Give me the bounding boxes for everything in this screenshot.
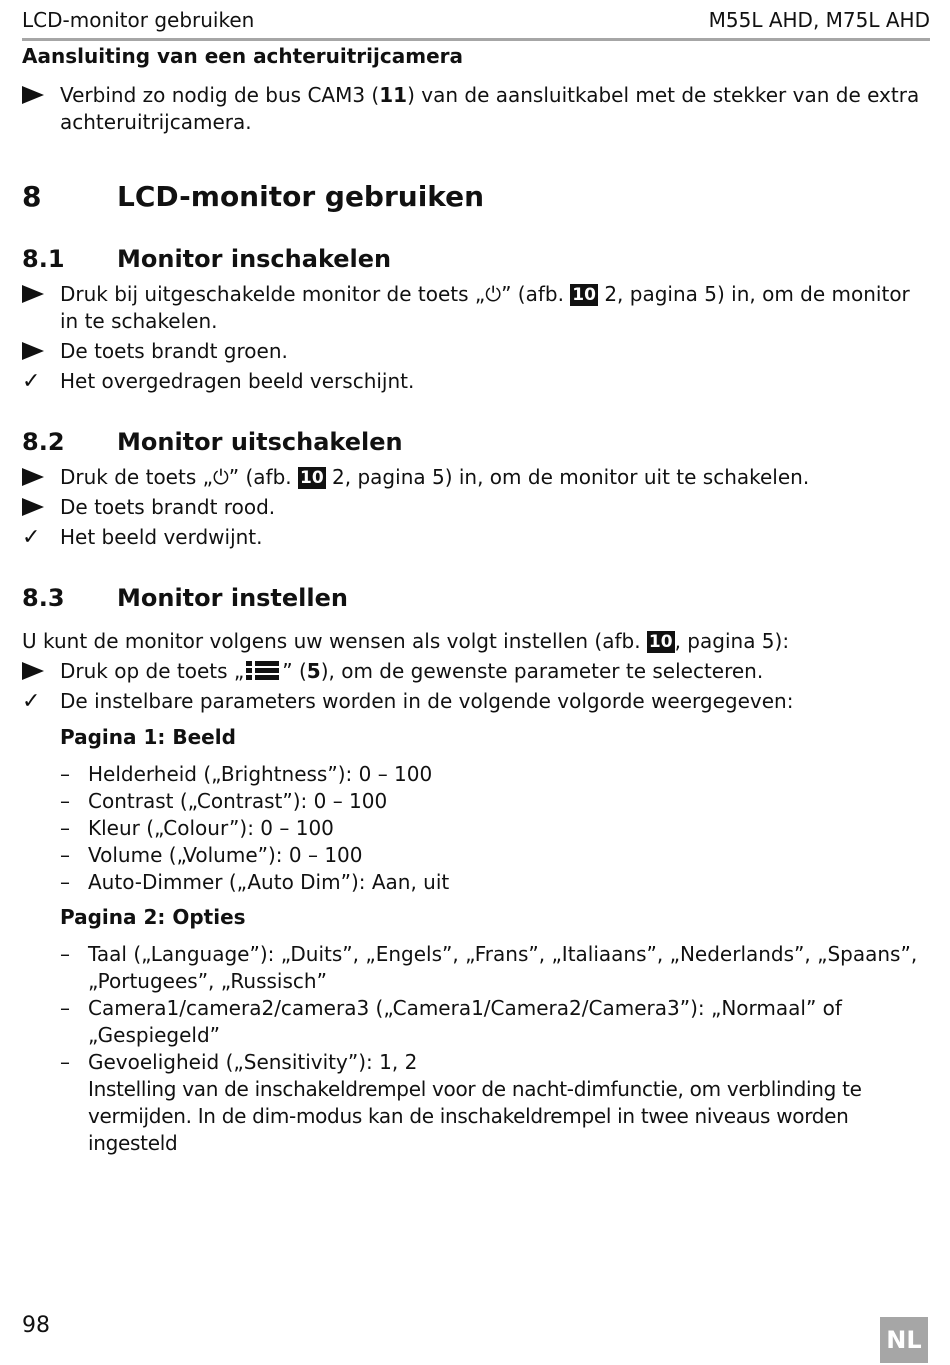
arrow-right-icon — [22, 658, 52, 687]
page-number: 98 — [22, 1313, 50, 1338]
section-number: 8.2 — [22, 428, 65, 456]
figure-reference: 10 — [648, 632, 673, 652]
settings-intro: U kunt de monitor volgens uw wensen als volgt instellen (afb. 10 , pagina 5): — [22, 629, 790, 653]
chapter-number: 8 — [22, 180, 42, 213]
header-model-names: M55L AHD, M75L AHD — [708, 8, 930, 32]
header-section-title: LCD-monitor gebruiken — [22, 8, 255, 32]
header-rule — [22, 38, 930, 41]
section-title: Monitor inschakelen — [117, 245, 392, 273]
camera-step-text: Verbind zo nodig de bus CAM3 (11) van de aansluitkabel met de stekker van de extra achteruitrijcamera. — [60, 83, 920, 134]
check-icon: ✓ — [22, 525, 41, 550]
section-title: Monitor uitschakelen — [117, 428, 403, 456]
manual-page: LCD-monitor gebruiken M55L AHD, M75L AHD Aansluiting van een achteruitrijcamera Verbind zo nodig de bus CAM3 (11) van de aansluitkabel met de stekker van de extra achteruitrijcamera. 8 LCD-monitor gebruiken 8.1 Monitor inschakelen Druk bij uitgeschakelde monitor de toets „⏻” (afb. 10 2, pagina 5) in, om de monitor in te schakelen. De toets brandt groen. ✓ Het overgedragen beeld verschijnt. 8.2 Monitor uitschakelen Druk de toets „⏻” (afb. 10 2, pagina 5) in, om de monitor uit te schakelen. De toets brandt rood. ✓ Het beeld verdwijnt. 8.3 Monitor instellen U kunt de monitor volgens uw wensen als volgt instellen (afb. 10 , pagina 5): Druk op de toets „ ” (5), om de gewenste parameter te selecteren. ✓ De instelbare parameters worden in de volgende volgorde weergegeven: Pagina 1: Beeld – Helderheid („Brightness”): 0 – 100 – Contrast („Contrast”): 0 – 100 – Kleur („Colour”): 0 – 100 – Volume („Volume”): 0 – 100 – Auto-Dimmer („Auto Dim”): Aan, uit Pagina 2: Opties – Taal („Language”): „Duits”, „Engels”, „Frans”, „Italiaans”, „Nederlands”, „Spaans”, „Portugees”, „Russisch” – Camera1/camera2/camera3 („Camera1/Camera2/Camera3”): „Normaal” of „Gespiegeld” – Gevoeligheid („Sensitivity”): 1, 2 Instelling van de inschakeldrempel voor de nacht-dimfunctie, om verblinding te vermijden. In de dim-modus kan de inschakeldrempel in twee niveaus worden ingesteld 98 NL — [22, 0, 930, 1365]
camera-subheading: Aansluiting van een achteruitrijcamera — [22, 44, 463, 68]
sensitivity-note: Instelling van de inschakeldrempel voor de nacht-dimfunctie, om verblinding te vermijden. In de dim-modus kan de inschakeldrempel in twee niveaus worden ingesteld — [88, 1077, 862, 1155]
section-title: Monitor instellen — [117, 584, 348, 612]
menu-list-icon — [244, 659, 282, 681]
figure-reference: 10 — [572, 285, 596, 305]
figure-reference: 10 — [300, 468, 324, 488]
language-tab: NL — [880, 1317, 928, 1363]
section-heading-8-1 — [22, 245, 622, 275]
chapter-title: LCD-monitor gebruiken — [117, 180, 485, 213]
section-heading-8-3 — [22, 584, 622, 614]
section-number: 8.1 — [22, 245, 65, 273]
page1-title: Pagina 1: Beeld — [60, 725, 236, 749]
section-heading-8-2 — [22, 428, 622, 458]
arrow-right-icon — [22, 82, 52, 111]
section-number: 8.3 — [22, 584, 65, 612]
arrow-right-icon — [22, 338, 52, 367]
page-header — [22, 8, 930, 34]
check-icon: ✓ — [22, 689, 41, 714]
page2-title: Pagina 2: Opties — [60, 905, 246, 929]
arrow-right-icon — [22, 464, 52, 493]
arrow-right-icon — [22, 281, 52, 310]
arrow-right-icon — [22, 494, 52, 523]
check-icon: ✓ — [22, 369, 41, 394]
